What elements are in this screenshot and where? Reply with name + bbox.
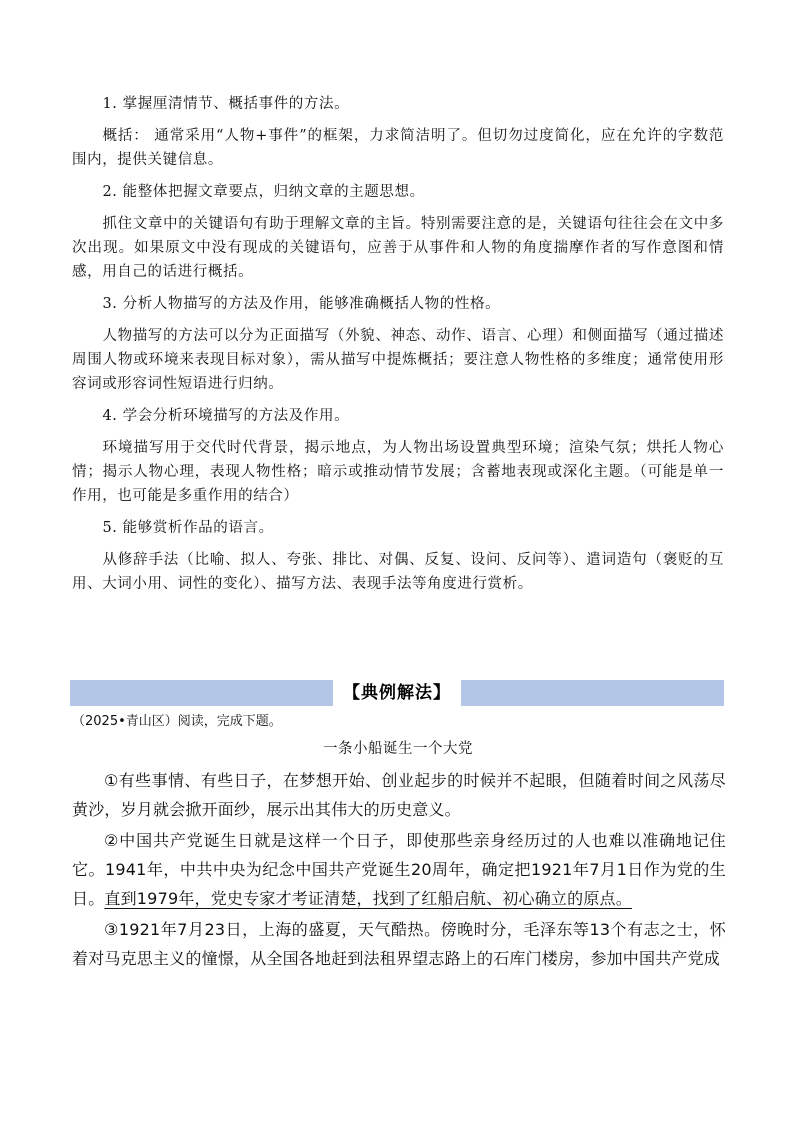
banner-title: 【典例解法】 bbox=[333, 678, 461, 708]
method-3-heading: 3. 分析人物描写的方法及作用，能够准确概括人物的性格。 bbox=[102, 296, 501, 312]
methods-section bbox=[72, 92, 724, 604]
method-1-heading: 1. 掌握厘清情节、概括事件的方法。 bbox=[102, 96, 350, 112]
method-3-body: 人物描写的方法可以分为正面描写（外貌、神态、动作、语言、心理）和侧面描写（通过描述周围人物或环境来表现目标对象），需从描写中提炼概括；要注意人物性格的多维度；通常使用形容词或形容词性短语进行归纳。 bbox=[72, 328, 724, 392]
method-2-heading: 2. 能整体把握文章要点，归纳文章的主题思想。 bbox=[102, 184, 425, 200]
article-paragraph-2 bbox=[72, 826, 726, 913]
underlined-sentence: 直到1979年，党史专家才考证清楚，找到了红船启航、初心确立的原点。 bbox=[104, 889, 632, 908]
method-5-body: 从修辞手法（比喻、拟人、夸张、排比、对偶、反复、设问、反问等）、遣词造句（褒贬的互用、大词小用、词性的变化）、描写方法、表现手法等角度进行赏析。 bbox=[72, 552, 724, 592]
method-4-heading: 4. 学会分析环境描写的方法及作用。 bbox=[102, 408, 350, 424]
question-source: （2025•青山区）阅读，完成下题。 bbox=[72, 714, 282, 729]
method-2-body: 抓住文章中的关键语句有助于理解文章的主旨。特别需要注意的是，关键语句往往会在文中多次出现。如果原文中没有现成的关键语句，应善于从事件和人物的角度揣摩作者的写作意图和情感，用自己的话进行概括。 bbox=[72, 216, 724, 280]
method-4-body: 环境描写用于交代时代背景，揭示地点，为人物出场设置典型环境；渲染气氛；烘托人物心情；揭示人物心理，表现人物性格；暗示或推动情节发展；含蓄地表现或深化主题。（可能是单一作用，也可能是多重作用的结合） bbox=[72, 440, 724, 504]
section-banner bbox=[70, 680, 724, 706]
method-1-body: 概括： 通常采用“人物+事件”的框架，力求简洁明了。但切勿过度简化，应在允许的字数范围内，提供关键信息。 bbox=[72, 128, 724, 168]
paragraph-2-text: ②中国共产党诞生日就是这样一个日子，即使那些亲身经历过的人也难以准确地记住它。1941年，中共中央为纪念中国共产党诞生20周年，确定把1921年7月1日作为党的生日。 bbox=[72, 831, 726, 908]
article-paragraph-1: ①有些事情、有些日子，在梦想开始、创业起步的时候并不起眼，但随着时间之风荡尽黄沙，岁月就会掀开面纱，展示出其伟大的历史意义。 bbox=[72, 771, 726, 819]
article-body bbox=[72, 766, 726, 975]
method-5-heading: 5. 能够赏析作品的语言。 bbox=[102, 520, 274, 536]
article-title: 一条小船诞生一个大党 bbox=[323, 741, 473, 757]
article-paragraph-3: ③1921年7月23日，上海的盛夏，天气酷热。傍晚时分，毛泽东等13个有志之士，怀着对马克思主义的憧憬，从全国各地赶到法租界望志路上的石库门楼房，参加中国共产党成 bbox=[72, 920, 726, 968]
